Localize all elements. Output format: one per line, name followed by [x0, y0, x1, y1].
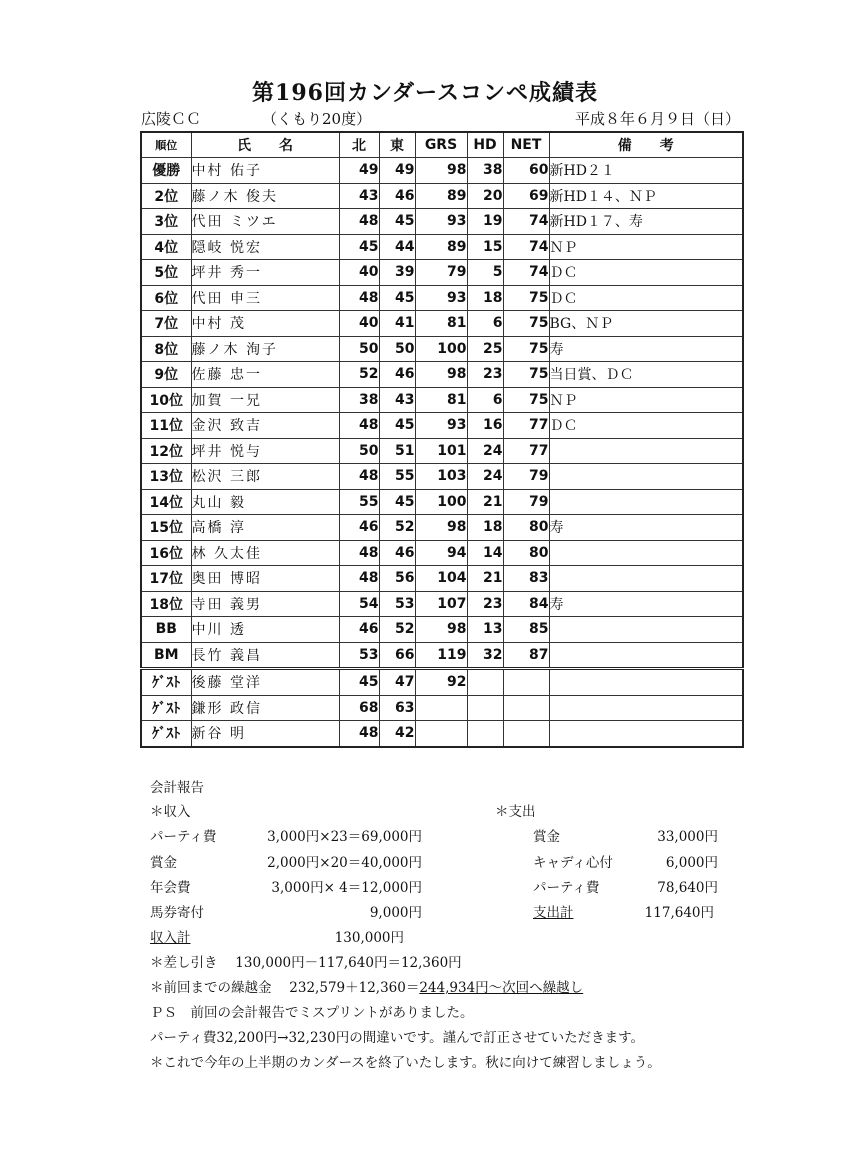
net-score: 77	[503, 438, 549, 464]
north-score: 48	[339, 540, 379, 566]
east-score: 63	[379, 695, 415, 721]
player-name: 代田 ミツエ	[191, 209, 339, 235]
north-score: 50	[339, 336, 379, 362]
gross-score: 98	[415, 515, 467, 541]
net-score: 80	[503, 515, 549, 541]
east-score: 43	[379, 387, 415, 413]
player-name: 坪井 悦与	[191, 438, 339, 464]
handicap: 13	[467, 617, 503, 643]
correction-line: パーティ費32,200円→32,230円の間違いです。謹んで訂正させていただきます。	[150, 1030, 645, 1046]
expense-heading: ＊支出	[495, 804, 536, 820]
handicap: 25	[467, 336, 503, 362]
handicap: 16	[467, 413, 503, 439]
result-row	[141, 566, 743, 592]
result-row	[141, 387, 743, 413]
player-name: 中村 茂	[191, 311, 339, 337]
net-score: 75	[503, 285, 549, 311]
gross-score: 79	[415, 260, 467, 286]
east-score: 46	[379, 540, 415, 566]
north-score: 49	[339, 158, 379, 184]
handicap: 18	[467, 285, 503, 311]
handicap	[467, 721, 503, 747]
handicap	[467, 669, 503, 696]
income-calc: 2,000円×20＝40,000円	[267, 855, 422, 871]
net-score	[503, 669, 549, 696]
result-row	[141, 515, 743, 541]
gross-score: 107	[415, 591, 467, 617]
remarks: 寿	[549, 336, 743, 362]
handicap	[467, 695, 503, 721]
handicap: 24	[467, 438, 503, 464]
east-score: 47	[379, 669, 415, 696]
north-score: 48	[339, 413, 379, 439]
net-score: 79	[503, 464, 549, 490]
guest-row	[141, 721, 743, 747]
rank-cell: ｹﾞｽﾄ	[141, 695, 191, 721]
page-title: 第196回カンダースコンペ成績表	[252, 80, 598, 106]
player-name: 藤ノ木 洵子	[191, 336, 339, 362]
rank-cell: ｹﾞｽﾄ	[141, 721, 191, 747]
net-score: 79	[503, 489, 549, 515]
expense-label: キャディ心付	[533, 855, 613, 871]
net-score: 83	[503, 566, 549, 592]
gross-score: 98	[415, 362, 467, 388]
handicap: 21	[467, 566, 503, 592]
east-score: 45	[379, 285, 415, 311]
balance-line: ＊差し引き 130,000円－117,640円＝12,360円	[150, 955, 462, 971]
income-total-label: 収入計	[150, 930, 191, 946]
net-score: 75	[503, 311, 549, 337]
result-row	[141, 591, 743, 617]
income-label: パーティ費	[150, 829, 217, 845]
gross-score: 103	[415, 464, 467, 490]
result-row	[141, 183, 743, 209]
north-score: 53	[339, 642, 379, 669]
remarks: BG、ＮＰ	[549, 311, 743, 337]
north-score: 48	[339, 566, 379, 592]
expense-amount: 6,000円	[665, 855, 718, 871]
handicap: 21	[467, 489, 503, 515]
net-score: 85	[503, 617, 549, 643]
col-east: 東	[379, 132, 415, 158]
results-table	[140, 131, 744, 748]
net-score: 75	[503, 387, 549, 413]
guest-row	[141, 669, 743, 696]
remarks	[549, 617, 743, 643]
handicap: 6	[467, 311, 503, 337]
gross-score: 93	[415, 413, 467, 439]
net-score: 74	[503, 234, 549, 260]
result-row	[141, 540, 743, 566]
result-row	[141, 260, 743, 286]
rank-cell: 9位	[141, 362, 191, 388]
rank-cell: 17位	[141, 566, 191, 592]
rank-cell: 13位	[141, 464, 191, 490]
north-score: 45	[339, 669, 379, 696]
gross-score: 81	[415, 387, 467, 413]
north-score: 48	[339, 464, 379, 490]
remarks: ＮＰ	[549, 387, 743, 413]
east-score: 45	[379, 413, 415, 439]
player-name: 中川 透	[191, 617, 339, 643]
remarks	[549, 695, 743, 721]
result-row	[141, 438, 743, 464]
player-name: 代田 申三	[191, 285, 339, 311]
remarks	[549, 566, 743, 592]
income-label: 馬券寄付	[150, 905, 204, 921]
remarks: 新HD２１	[549, 158, 743, 184]
handicap: 5	[467, 260, 503, 286]
result-row	[141, 209, 743, 235]
carryover-line	[150, 976, 583, 996]
net-score	[503, 695, 549, 721]
remarks: 当日賞、ＤＣ	[549, 362, 743, 388]
handicap: 23	[467, 591, 503, 617]
net-score: 74	[503, 209, 549, 235]
rank-cell: 7位	[141, 311, 191, 337]
remarks: 寿	[549, 591, 743, 617]
net-score: 75	[503, 336, 549, 362]
expense-total	[533, 901, 714, 921]
player-name: 藤ノ木 俊夫	[191, 183, 339, 209]
north-score: 50	[339, 438, 379, 464]
player-name: 加賀 一兄	[191, 387, 339, 413]
east-score: 45	[379, 209, 415, 235]
north-score: 52	[339, 362, 379, 388]
rank-cell: 10位	[141, 387, 191, 413]
remarks: ＤＣ	[549, 413, 743, 439]
rank-cell: 11位	[141, 413, 191, 439]
rank-cell: 2位	[141, 183, 191, 209]
net-score: 75	[503, 362, 549, 388]
rank-cell: 優勝	[141, 158, 191, 184]
income-calc: 3,000円× 4＝12,000円	[271, 880, 422, 896]
col-name: 氏 名	[191, 132, 339, 158]
col-hd: HD	[467, 132, 503, 158]
player-name: 金沢 致吉	[191, 413, 339, 439]
north-score: 43	[339, 183, 379, 209]
player-name: 新谷 明	[191, 721, 339, 747]
net-score: 69	[503, 183, 549, 209]
gross-score: 89	[415, 183, 467, 209]
result-row	[141, 311, 743, 337]
gross-score: 100	[415, 489, 467, 515]
result-row	[141, 336, 743, 362]
result-row	[141, 642, 743, 669]
east-score: 50	[379, 336, 415, 362]
gross-score: 98	[415, 158, 467, 184]
col-grs: GRS	[415, 132, 467, 158]
rank-cell: 16位	[141, 540, 191, 566]
income-label: 賞金	[150, 855, 177, 871]
col-north: 北	[339, 132, 379, 158]
east-score: 42	[379, 721, 415, 747]
net-score: 80	[503, 540, 549, 566]
col-net: NET	[503, 132, 549, 158]
north-score: 40	[339, 311, 379, 337]
remarks	[549, 540, 743, 566]
north-score: 68	[339, 695, 379, 721]
north-score: 54	[339, 591, 379, 617]
result-row	[141, 234, 743, 260]
net-score: 84	[503, 591, 549, 617]
result-row	[141, 413, 743, 439]
net-score: 87	[503, 642, 549, 669]
north-score: 55	[339, 489, 379, 515]
remarks	[549, 438, 743, 464]
north-score: 40	[339, 260, 379, 286]
expense-total-label: 支出計	[533, 905, 574, 921]
gross-score: 98	[415, 617, 467, 643]
remarks: ＤＣ	[549, 260, 743, 286]
expense-amount: 33,000円	[657, 829, 718, 845]
income-heading: ＊収入	[150, 804, 191, 820]
handicap: 20	[467, 183, 503, 209]
north-score: 38	[339, 387, 379, 413]
gross-score: 101	[415, 438, 467, 464]
accounting-heading: 会計報告	[150, 780, 204, 796]
rank-cell: 6位	[141, 285, 191, 311]
east-score: 51	[379, 438, 415, 464]
handicap: 23	[467, 362, 503, 388]
remarks	[549, 721, 743, 747]
rank-cell: 15位	[141, 515, 191, 541]
player-name: 隠岐 悦宏	[191, 234, 339, 260]
rank-cell: BB	[141, 617, 191, 643]
handicap: 14	[467, 540, 503, 566]
gross-score	[415, 721, 467, 747]
handicap: 19	[467, 209, 503, 235]
gross-score	[415, 695, 467, 721]
rank-cell: 3位	[141, 209, 191, 235]
col-note: 備 考	[549, 132, 743, 158]
remarks: 寿	[549, 515, 743, 541]
handicap: 6	[467, 387, 503, 413]
rank-cell: 8位	[141, 336, 191, 362]
gross-score: 100	[415, 336, 467, 362]
player-name: 後藤 堂洋	[191, 669, 339, 696]
gross-score: 104	[415, 566, 467, 592]
remarks	[549, 464, 743, 490]
rank-cell: 12位	[141, 438, 191, 464]
expense-total-amount: 117,640円	[644, 905, 714, 921]
player-name: 鎌形 政信	[191, 695, 339, 721]
north-score: 48	[339, 285, 379, 311]
income-calc: 9,000円	[369, 905, 422, 921]
result-row	[141, 489, 743, 515]
north-score: 46	[339, 617, 379, 643]
north-score: 48	[339, 721, 379, 747]
handicap: 38	[467, 158, 503, 184]
rank-cell: 18位	[141, 591, 191, 617]
gross-score: 94	[415, 540, 467, 566]
remarks: ＮＰ	[549, 234, 743, 260]
header-row	[141, 132, 743, 158]
remarks: 新HD１４、ＮＰ	[549, 183, 743, 209]
east-score: 46	[379, 362, 415, 388]
rank-cell: 5位	[141, 260, 191, 286]
handicap: 15	[467, 234, 503, 260]
rank-cell: ｹﾞｽﾄ	[141, 669, 191, 696]
net-score: 60	[503, 158, 549, 184]
north-score: 45	[339, 234, 379, 260]
north-score: 48	[339, 209, 379, 235]
gross-score: 92	[415, 669, 467, 696]
player-name: 長竹 義昌	[191, 642, 339, 669]
player-name: 丸山 毅	[191, 489, 339, 515]
handicap: 32	[467, 642, 503, 669]
result-row	[141, 158, 743, 184]
net-score	[503, 721, 549, 747]
result-row	[141, 285, 743, 311]
rank-cell: BM	[141, 642, 191, 669]
east-score: 53	[379, 591, 415, 617]
guest-row	[141, 695, 743, 721]
east-score: 56	[379, 566, 415, 592]
east-score: 66	[379, 642, 415, 669]
player-name: 寺田 義男	[191, 591, 339, 617]
player-name: 松沢 三郎	[191, 464, 339, 490]
player-name: 林 久太佳	[191, 540, 339, 566]
east-score: 41	[379, 311, 415, 337]
ps-line: ＰＳ 前回の会計報告でミスプリントがありました。	[150, 1005, 474, 1021]
handicap: 18	[467, 515, 503, 541]
expense-label: 賞金	[533, 829, 560, 845]
rank-cell: 14位	[141, 489, 191, 515]
player-name: 奥田 博昭	[191, 566, 339, 592]
remarks	[549, 642, 743, 669]
rank-cell: 4位	[141, 234, 191, 260]
income-total	[150, 926, 404, 946]
east-score: 46	[379, 183, 415, 209]
east-score: 52	[379, 515, 415, 541]
gross-score: 119	[415, 642, 467, 669]
player-name: 高橋 淳	[191, 515, 339, 541]
remarks	[549, 669, 743, 696]
result-row	[141, 464, 743, 490]
net-score: 74	[503, 260, 549, 286]
expense-amount: 78,640円	[657, 880, 718, 896]
handicap: 24	[467, 464, 503, 490]
carryover-prefix: ＊前回までの繰越金 232,579＋12,360＝	[150, 980, 420, 996]
course-name: 広陵ＣＣ	[141, 110, 202, 128]
east-score: 55	[379, 464, 415, 490]
income-label: 年会費	[150, 880, 191, 896]
remarks	[549, 489, 743, 515]
net-score: 77	[503, 413, 549, 439]
event-date: 平成８年６月９日（日）	[574, 110, 740, 128]
gross-score: 93	[415, 285, 467, 311]
closing-line: ＊これで今年の上半期のカンダースを終了いたします。秋に向けて練習しましょう。	[150, 1055, 661, 1071]
north-score: 46	[339, 515, 379, 541]
carryover-amount: 244,934円～次回へ繰越し	[419, 980, 584, 996]
player-name: 佐藤 忠一	[191, 362, 339, 388]
remarks: 新HD１７、寿	[549, 209, 743, 235]
east-score: 45	[379, 489, 415, 515]
result-row	[141, 362, 743, 388]
gross-score: 81	[415, 311, 467, 337]
east-score: 44	[379, 234, 415, 260]
gross-score: 89	[415, 234, 467, 260]
player-name: 中村 佑子	[191, 158, 339, 184]
income-total-amount: 130,000円	[334, 930, 404, 946]
col-rank: 順位	[141, 132, 191, 158]
weather: （くもり20度）	[262, 110, 372, 128]
east-score: 52	[379, 617, 415, 643]
result-row	[141, 617, 743, 643]
expense-label: パーティ費	[533, 880, 600, 896]
east-score: 39	[379, 260, 415, 286]
income-calc: 3,000円×23＝69,000円	[267, 829, 422, 845]
remarks: ＤＣ	[549, 285, 743, 311]
east-score: 49	[379, 158, 415, 184]
gross-score: 93	[415, 209, 467, 235]
player-name: 坪井 秀一	[191, 260, 339, 286]
